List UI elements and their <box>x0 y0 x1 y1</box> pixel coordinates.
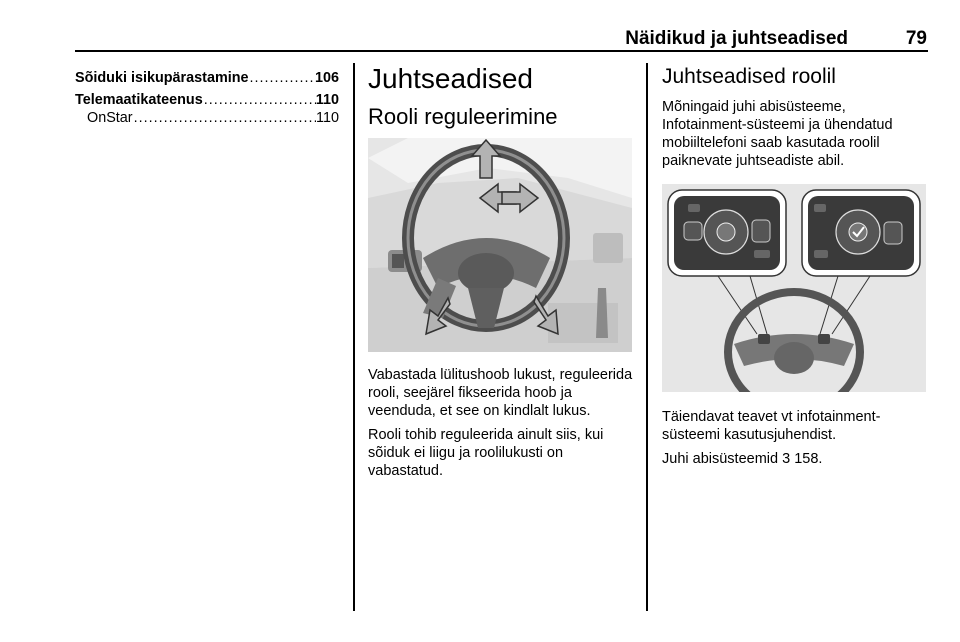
toc-entry-label: Sõiduki isikupärastamine <box>75 70 249 86</box>
page-header-title: Näidikud ja juhtseadised <box>625 28 848 49</box>
header-rule <box>75 50 928 52</box>
paragraph: Rooli tohib reguleerida ainult siis, kui sõiduk ei liigu ja roolilukusti on vabastatud. <box>368 427 604 479</box>
steering-wheel-adjust-illustration <box>368 138 632 352</box>
toc-leader-dots <box>249 69 315 87</box>
toc-leader-dots <box>203 91 316 109</box>
column-steering-adjustment <box>368 62 634 486</box>
reference-text: Juhi abisüsteemid <box>662 451 779 467</box>
toc-entry[interactable] <box>75 109 339 127</box>
paragraph: Vabastada lülitushoob lukust, reguleerida rooli, seejärel fikseerida hoob ja veenduda, et see on kindlalt lukus. <box>368 367 633 419</box>
table-of-contents <box>75 69 339 127</box>
toc-entry-page: 110 <box>316 110 339 126</box>
toc-entry-label: Telemaatikateenus <box>75 92 203 108</box>
toc-leader-dots <box>133 109 316 127</box>
section-heading: Juhtseadised <box>368 63 534 94</box>
section-heading: Juhtseadised roolil <box>662 65 836 88</box>
toc-entry-label: OnStar <box>87 110 133 126</box>
column-wheel-controls <box>662 62 932 474</box>
cross-reference[interactable] <box>662 450 932 468</box>
subsection-heading: Rooli reguleerimine <box>368 104 558 129</box>
toc-entry-page: 106 <box>314 70 339 86</box>
reference-arrow-icon: 3 <box>782 451 791 467</box>
column-divider-right <box>646 63 648 611</box>
steering-wheel-controls-illustration <box>662 184 926 392</box>
reference-page: 158. <box>794 451 823 467</box>
toc-entry[interactable] <box>75 91 339 109</box>
page-number: 79 <box>905 28 927 49</box>
paragraph: Täiendavat teavet vt infotainment-süsteemi kasutusjuhendist. <box>662 409 881 443</box>
toc-entry[interactable] <box>75 69 339 87</box>
column-divider-left <box>353 63 355 611</box>
paragraph: Mõningaid juhi abisüsteeme, Infotainment-süsteemi ja ühendatud mobiiltelefoni saab kasutada roolil paiknevate juhtseadiste abil. <box>662 99 893 169</box>
toc-entry-page: 110 <box>315 92 339 108</box>
